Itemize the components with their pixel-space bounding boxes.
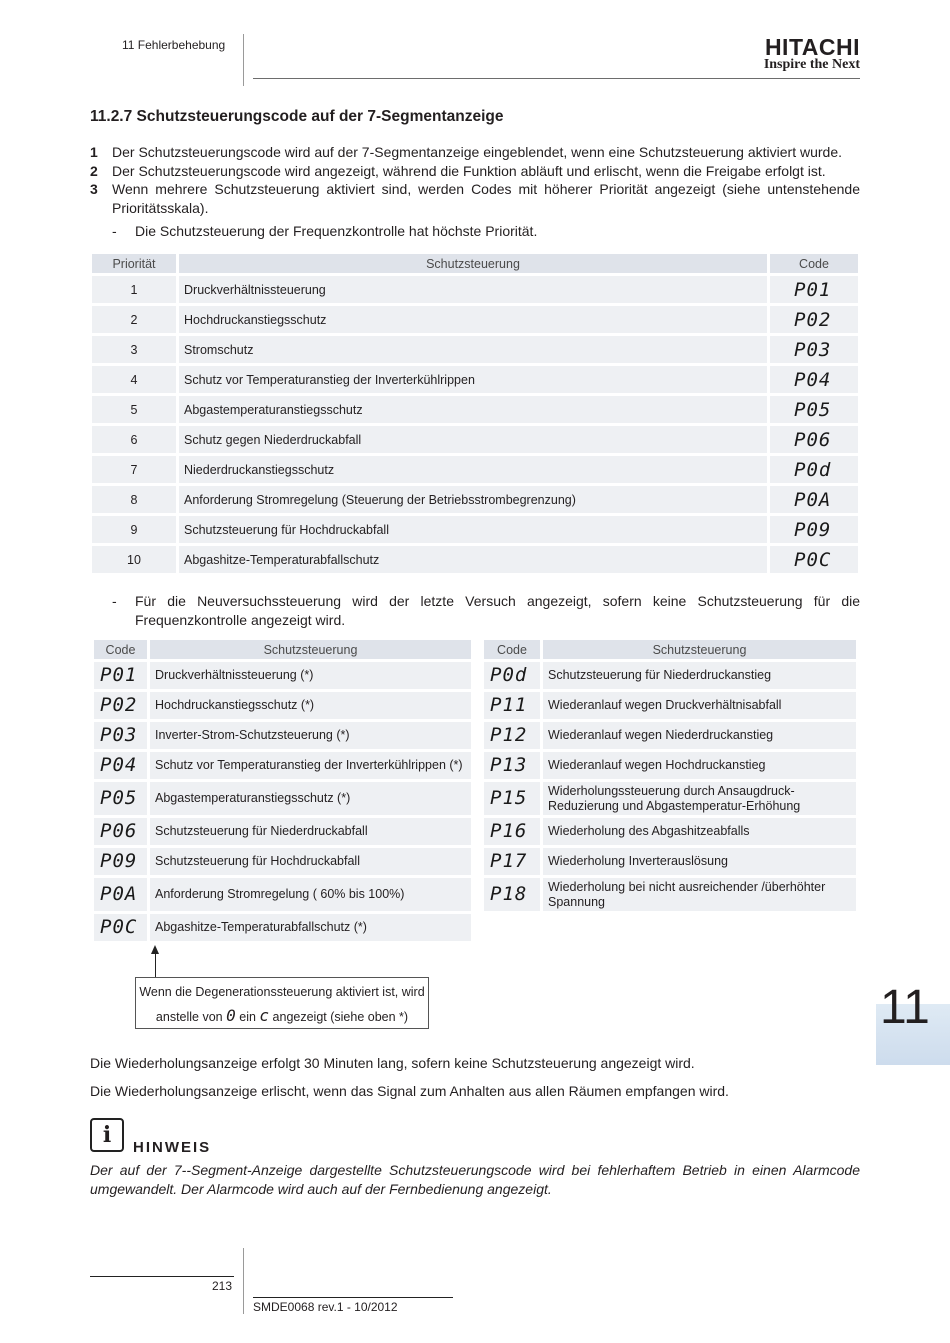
list-item (90, 180, 860, 217)
column-header: Code (94, 640, 147, 659)
code-cell: P06 (94, 818, 147, 845)
item-text: Der Schutzsteuerungscode wird auf der 7-Segmentanzeige eingeblendet, wenn eine Schutzsteuerung aktiviert wurde. (112, 144, 842, 160)
degeneration-note-box (135, 977, 429, 1029)
table-row (484, 692, 856, 719)
code-cell: P12 (484, 722, 540, 749)
description-cell: Abgashitze-Temperaturabfallschutz (*) (150, 914, 471, 941)
description-cell: Abgastemperaturanstiegsschutz (*) (150, 782, 471, 815)
priority-cell: 6 (92, 426, 176, 453)
code-cell: P11 (484, 692, 540, 719)
dash-note-text: Für die Neuversuchssteuerung wird der letzte Versuch angezeigt, sofern keine Schutzsteuerung für die Frequenzkontrolle angezeigt wird. (135, 593, 860, 628)
item-number: 2 (90, 162, 98, 179)
table-row (92, 396, 858, 423)
code-cell: P03 (94, 722, 147, 749)
column-header: Priorität (92, 254, 176, 273)
note-text: ein (239, 1010, 256, 1024)
table-row (92, 546, 858, 573)
code-table-right (481, 637, 859, 914)
description-cell: Wiederholung bei nicht ausreichender /überhöhter Spannung (543, 878, 856, 911)
table-row (92, 456, 858, 483)
table-row (94, 722, 471, 749)
description-cell: Abgashitze-Temperaturabfallschutz (179, 546, 767, 573)
table-row (92, 486, 858, 513)
description-cell: Wiederholung Inverterauslösung (543, 848, 856, 875)
table-row (94, 818, 471, 845)
priority-cell: 5 (92, 396, 176, 423)
table-row (92, 306, 858, 333)
code-cell: P01 (770, 276, 858, 303)
hint-text: Der auf der 7--Segment-Anzeige dargestellte Schutzsteuerungscode wird bei fehlerhaftem Betrieb in einen Alarmcode umgewandelt. Der Alarmcode wird auch auf der Fernbedienung angezeigt. (90, 1162, 860, 1197)
code-cell: P18 (484, 878, 540, 911)
column-header: Code (770, 254, 858, 273)
description-cell: Druckverhältnissteuerung (*) (150, 662, 471, 689)
code-cell: P16 (484, 818, 540, 845)
segment-glyph: c (259, 1006, 270, 1025)
table-row (92, 366, 858, 393)
code-cell: P09 (770, 516, 858, 543)
brand-logo (764, 36, 860, 72)
description-cell: Wiederanlauf wegen Niederdruckanstieg (543, 722, 856, 749)
table-row (94, 662, 471, 689)
note-line: Wenn die Degenerationssteuerung aktiviert ist, wird (139, 985, 425, 999)
table-row (484, 818, 856, 845)
code-cell: P0A (770, 486, 858, 513)
chapter-label: 11 Fehlerbehebung (122, 38, 226, 52)
description-cell: Wiederanlauf wegen Druckverhältnisabfall (543, 692, 856, 719)
list-item (90, 143, 860, 162)
item-text: Wenn mehrere Schutzsteuerung aktiviert sind, werden Codes mit höherer Priorität angezeigt (siehe untenstehende Prioritätsskala). (112, 181, 860, 216)
footer-divider-right (253, 1297, 453, 1298)
table-row (484, 752, 856, 779)
priority-cell: 2 (92, 306, 176, 333)
description-cell: Widerholungssteuerung durch Ansaugdruck-Reduzierung und Abgastemperatur-Erhöhung (543, 782, 856, 815)
note-text: anstelle von (155, 1010, 223, 1024)
description-cell: Schutz gegen Niederdruckabfall (179, 426, 767, 453)
column-header: Code (484, 640, 540, 659)
code-cell: P05 (94, 782, 147, 815)
table-row (92, 516, 858, 543)
footer-divider-vertical (243, 1248, 244, 1314)
description-cell: Inverter-Strom-Schutzsteuerung (*) (150, 722, 471, 749)
intro-list (90, 143, 860, 241)
description-cell: Schutzsteuerung für Niederdruckanstieg (543, 662, 856, 689)
table-row (484, 782, 856, 815)
code-cell: P05 (770, 396, 858, 423)
description-cell: Schutz vor Temperaturanstieg der Inverterkühlrippen (179, 366, 767, 393)
paragraph: Die Wiederholungsanzeige erlischt, wenn das Signal zum Anhalten aus allen Räumen empfangen wird. (90, 1083, 729, 1099)
chapter-tab-number: 11 (880, 981, 930, 1034)
code-cell: P17 (484, 848, 540, 875)
description-cell: Wiederholung des Abgashitzeabfalls (543, 818, 856, 845)
table-row (94, 914, 471, 941)
description-cell: Hochdruckanstiegsschutz (*) (150, 692, 471, 719)
code-cell: P04 (94, 752, 147, 779)
column-header: Schutzsteuerung (150, 640, 471, 659)
dash-note: - Für die Neuversuchssteuerung wird der letzte Versuch angezeigt, sofern keine Schutzsteuerung für die Frequenzkontrolle angezeigt wird. (112, 593, 860, 628)
header-divider-horizontal (253, 78, 860, 79)
note-line (136, 1004, 428, 1029)
table-row (94, 692, 471, 719)
table-row (484, 848, 856, 875)
item-number: 3 (90, 181, 98, 197)
description-cell: Schutzsteuerung für Hochdruckabfall (150, 848, 471, 875)
code-cell: P15 (484, 782, 540, 815)
table-row (94, 752, 471, 779)
description-cell: Schutz vor Temperaturanstieg der Inverterkühlrippen (*) (150, 752, 471, 779)
section-title: 11.2.7 Schutzsteuerungscode auf der 7-Segmentanzeige (90, 108, 504, 125)
dash-note: - Die Schutzsteuerung der Frequenzkontrolle hat höchste Priorität. (90, 222, 860, 241)
code-table-left (91, 637, 474, 944)
paragraph: Die Wiederholungsanzeige erfolgt 30 Minuten lang, sofern keine Schutzsteuerung angezeigt wird. (90, 1055, 695, 1071)
code-cell: P13 (484, 752, 540, 779)
priority-cell: 1 (92, 276, 176, 303)
code-cell: P0C (94, 914, 147, 941)
brand-tagline: Inspire the Next (763, 57, 860, 72)
code-cell: P06 (770, 426, 858, 453)
dash-note-text: Die Schutzsteuerung der Frequenzkontrolle hat höchste Priorität. (135, 223, 538, 239)
description-cell: Stromschutz (179, 336, 767, 363)
table-row (92, 276, 858, 303)
code-cell: P0d (770, 456, 858, 483)
column-header: Schutzsteuerung (179, 254, 767, 273)
description-cell: Anforderung Stromregelung ( 60% bis 100%) (150, 878, 471, 911)
code-cell: P03 (770, 336, 858, 363)
code-cell: P02 (770, 306, 858, 333)
item-number: 1 (90, 144, 98, 160)
code-cell: P09 (94, 848, 147, 875)
segment-glyph: 0 (226, 1006, 236, 1025)
brand-name: HITACHI (764, 34, 860, 60)
description-cell: Schutzsteuerung für Niederdruckabfall (150, 818, 471, 845)
table-row (484, 878, 856, 911)
description-cell: Anforderung Stromregelung (Steuerung der Betriebsstrombegrenzung) (179, 486, 767, 513)
code-cell: P02 (94, 692, 147, 719)
description-cell: Wiederanlauf wegen Hochdruckanstieg (543, 752, 856, 779)
arrow-shaft (155, 953, 156, 977)
table-row (92, 426, 858, 453)
table-row (92, 336, 858, 363)
document-reference: SMDE0068 rev.1 - 10/2012 (253, 1300, 398, 1314)
item-text: Der Schutzsteuerungscode wird angezeigt, während die Funktion abläuft und erlischt, wenn die Freigabe erfolgt ist. (112, 162, 826, 179)
code-cell: P0d (484, 662, 540, 689)
column-header: Schutzsteuerung (543, 640, 856, 659)
page-number: 213 (212, 1279, 233, 1293)
priority-table (89, 251, 861, 576)
footer-divider-left (90, 1276, 234, 1277)
table-row (484, 722, 856, 749)
priority-cell: 3 (92, 336, 176, 363)
table-row (484, 662, 856, 689)
priority-cell: 7 (92, 456, 176, 483)
hint-title: HINWEIS (133, 1139, 212, 1156)
description-cell: Niederdruckanstiegsschutz (179, 456, 767, 483)
header-divider-vertical (243, 34, 244, 86)
description-cell: Druckverhältnissteuerung (179, 276, 767, 303)
description-cell: Hochdruckanstiegsschutz (179, 306, 767, 333)
priority-cell: 4 (92, 366, 176, 393)
code-cell: P0A (94, 878, 147, 911)
description-cell: Abgastemperaturanstiegsschutz (179, 396, 767, 423)
table-row (94, 878, 471, 911)
code-cell: P0C (770, 546, 858, 573)
code-cell: P01 (94, 662, 147, 689)
priority-cell: 10 (92, 546, 176, 573)
description-cell: Schutzsteuerung für Hochdruckabfall (179, 516, 767, 543)
table-row (94, 848, 471, 875)
priority-cell: 8 (92, 486, 176, 513)
list-item (90, 162, 860, 181)
note-text: angezeigt (siehe oben *) (272, 1010, 409, 1024)
table-row (94, 782, 471, 815)
code-cell: P04 (770, 366, 858, 393)
info-icon: i (90, 1118, 124, 1152)
priority-cell: 9 (92, 516, 176, 543)
